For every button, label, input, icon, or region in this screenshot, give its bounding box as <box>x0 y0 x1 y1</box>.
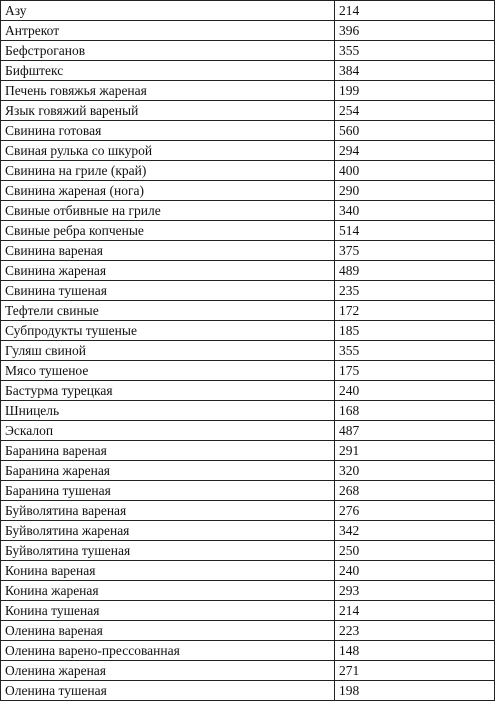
table-row <box>1 621 495 641</box>
calorie-value-cell: 214 <box>335 1 495 21</box>
table-row <box>1 21 495 41</box>
table-row <box>1 441 495 461</box>
calorie-value-cell: 355 <box>335 41 495 61</box>
dish-name-cell: Эскалоп <box>1 421 335 441</box>
table-row <box>1 361 495 381</box>
calorie-value-cell: 240 <box>335 561 495 581</box>
dish-name-cell: Свинина жареная (нога) <box>1 181 335 201</box>
table-row <box>1 301 495 321</box>
dish-name-cell: Бифштекс <box>1 61 335 81</box>
calorie-value-cell: 489 <box>335 261 495 281</box>
table-row <box>1 381 495 401</box>
dish-name-cell: Оленина вареная <box>1 621 335 641</box>
calorie-value-cell: 175 <box>335 361 495 381</box>
calorie-value-cell: 290 <box>335 181 495 201</box>
dish-name-cell: Конина вареная <box>1 561 335 581</box>
dish-name-cell: Конина жареная <box>1 581 335 601</box>
table-row <box>1 601 495 621</box>
table-row <box>1 201 495 221</box>
table-row <box>1 61 495 81</box>
dish-name-cell: Баранина вареная <box>1 441 335 461</box>
dish-name-cell: Свиные отбивные на гриле <box>1 201 335 221</box>
table-row <box>1 41 495 61</box>
dish-name-cell: Шницель <box>1 401 335 421</box>
calorie-value-cell: 293 <box>335 581 495 601</box>
calorie-value-cell: 148 <box>335 641 495 661</box>
table-row <box>1 1 495 21</box>
dish-name-cell: Оленина жареная <box>1 661 335 681</box>
dish-name-cell: Печень говяжья жареная <box>1 81 335 101</box>
calorie-value-cell: 384 <box>335 61 495 81</box>
dish-name-cell: Субпродукты тушеные <box>1 321 335 341</box>
calorie-value-cell: 396 <box>335 21 495 41</box>
table-row <box>1 341 495 361</box>
calorie-value-cell: 254 <box>335 101 495 121</box>
table-row <box>1 641 495 661</box>
calorie-value-cell: 291 <box>335 441 495 461</box>
dish-name-cell: Оленина тушеная <box>1 681 335 701</box>
calorie-value-cell: 276 <box>335 501 495 521</box>
calorie-value-cell: 235 <box>335 281 495 301</box>
dish-name-cell: Антрекот <box>1 21 335 41</box>
calorie-value-cell: 320 <box>335 461 495 481</box>
table-row <box>1 461 495 481</box>
table-row <box>1 681 495 701</box>
table-row <box>1 81 495 101</box>
calorie-value-cell: 168 <box>335 401 495 421</box>
calorie-value-cell: 199 <box>335 81 495 101</box>
table-row <box>1 261 495 281</box>
dish-name-cell: Свинина готовая <box>1 121 335 141</box>
dish-name-cell: Мясо тушеное <box>1 361 335 381</box>
dish-name-cell: Свинина тушеная <box>1 281 335 301</box>
dish-name-cell: Свиная рулька со шкурой <box>1 141 335 161</box>
table-row <box>1 141 495 161</box>
calorie-value-cell: 514 <box>335 221 495 241</box>
dish-name-cell: Оленина варено-прессованная <box>1 641 335 661</box>
dish-name-cell: Бефстроганов <box>1 41 335 61</box>
table-row <box>1 281 495 301</box>
table-row <box>1 401 495 421</box>
table-row <box>1 121 495 141</box>
dish-name-cell: Свинина на гриле (край) <box>1 161 335 181</box>
calorie-value-cell: 240 <box>335 381 495 401</box>
calorie-value-cell: 198 <box>335 681 495 701</box>
table-row <box>1 481 495 501</box>
table-body <box>1 1 495 701</box>
calorie-value-cell: 268 <box>335 481 495 501</box>
calorie-value-cell: 185 <box>335 321 495 341</box>
calorie-value-cell: 342 <box>335 521 495 541</box>
table-row <box>1 101 495 121</box>
table-row <box>1 541 495 561</box>
calorie-value-cell: 271 <box>335 661 495 681</box>
calorie-value-cell: 560 <box>335 121 495 141</box>
calorie-value-cell: 172 <box>335 301 495 321</box>
calorie-value-cell: 294 <box>335 141 495 161</box>
dish-name-cell: Тефтели свиные <box>1 301 335 321</box>
calorie-value-cell: 355 <box>335 341 495 361</box>
table-row <box>1 521 495 541</box>
dish-name-cell: Гуляш свиной <box>1 341 335 361</box>
table-row <box>1 181 495 201</box>
dish-name-cell: Свинина жареная <box>1 261 335 281</box>
table-row <box>1 421 495 441</box>
calorie-value-cell: 214 <box>335 601 495 621</box>
dish-name-cell: Буйволятина жареная <box>1 521 335 541</box>
table-row <box>1 501 495 521</box>
calorie-value-cell: 400 <box>335 161 495 181</box>
calorie-value-cell: 250 <box>335 541 495 561</box>
dish-name-cell: Баранина жареная <box>1 461 335 481</box>
table-row <box>1 321 495 341</box>
table-row <box>1 161 495 181</box>
table-row <box>1 581 495 601</box>
dish-name-cell: Свинина вареная <box>1 241 335 261</box>
dish-name-cell: Баранина тушеная <box>1 481 335 501</box>
calorie-value-cell: 487 <box>335 421 495 441</box>
dish-name-cell: Язык говяжий вареный <box>1 101 335 121</box>
table-row <box>1 221 495 241</box>
dish-name-cell: Конина тушеная <box>1 601 335 621</box>
dish-name-cell: Свиные ребра копченые <box>1 221 335 241</box>
dish-name-cell: Азу <box>1 1 335 21</box>
dish-name-cell: Бастурма турецкая <box>1 381 335 401</box>
table-row <box>1 561 495 581</box>
calorie-value-cell: 340 <box>335 201 495 221</box>
dish-name-cell: Буйволятина тушеная <box>1 541 335 561</box>
table-row <box>1 241 495 261</box>
calorie-value-cell: 375 <box>335 241 495 261</box>
dish-name-cell: Буйволятина вареная <box>1 501 335 521</box>
calorie-value-cell: 223 <box>335 621 495 641</box>
table-row <box>1 661 495 681</box>
